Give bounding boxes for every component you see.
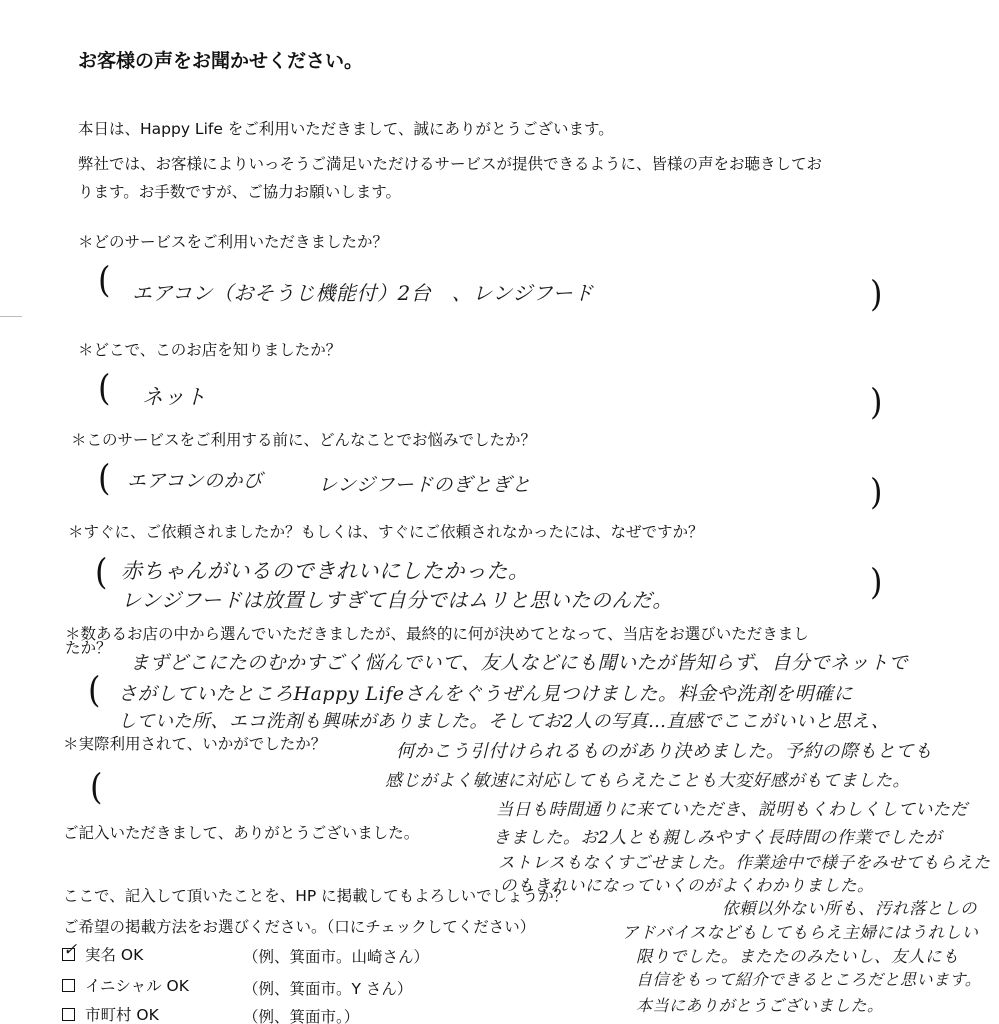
question-concern: ＊このサービスをご利用する前に、どんなことでお悩みでしたか？ [71,431,537,449]
option-real-name-example: （例、箕面市。山崎さん） [243,948,430,966]
answer-concern-2: レンジフードのぎとぎと [318,474,531,496]
thanks-message: ご記入いただきまして、ありがとうございました。 [63,824,420,842]
intro-line-2: 弊社では、お客様によりいっそうご満足いただけるサービスが提供できるように、皆様の声をお聴きしてお [78,155,823,173]
option-real-name[interactable] [62,940,144,964]
open-paren: ( [98,367,111,409]
option-city[interactable] [62,1008,159,1024]
open-paren: ( [95,551,108,593]
question-reason-cont: たか？ [65,639,112,657]
option-initial-label: イニシャル OK [85,977,189,995]
close-paren: ) [870,381,883,423]
publish-question-line-1: ここで、記入して頂いたことを、HP に掲載してもよろしいでしょうか？ [63,887,570,905]
checkbox-city[interactable] [62,1008,75,1021]
answer-concern-1: エアコンのかび [127,470,263,492]
answer-experience-1: 当日も時間通りに来ていただき、説明もくわしくしていただ [496,800,968,820]
checkbox-initial[interactable] [62,979,75,992]
option-city-example: （例、箕面市。） [243,1008,360,1024]
answer-reason-4: 何かこう引付けられるものがあり決めました。予約の際もとても [396,741,933,762]
answer-discovery: ネット [142,385,207,409]
open-paren: ( [98,457,111,499]
open-paren: ( [90,766,103,808]
answer-experience-8: 自信をもって紹介できるところだと思います。 [636,970,982,989]
close-paren: ) [870,561,883,603]
open-paren: ( [98,259,111,301]
answer-experience-9: 本当にありがとうございました。 [636,996,884,1015]
option-initial[interactable] [62,979,189,995]
option-real-name-label: 実名 OK [85,946,144,964]
question-experience: ＊実際利用されて、いかがでしたか？ [63,735,327,753]
checkbox-real-name[interactable] [62,940,78,961]
answer-experience-7: 限りでした。またたのみたいし、友人にも [636,947,959,966]
publish-question-line-2: ご希望の掲載方法をお選びください。（口にチェックしてください） [63,918,536,936]
answer-reason-3: していた所、エコ洗剤も興味がありました。そしてお2人の写真…直感でここがいいと思え、 [118,711,890,732]
answer-experience-3: ストレスもなくすごせました。作業途中で様子をみせてもらえた [498,853,991,872]
close-paren: ) [870,273,883,315]
question-reason: ＊数あるお店の中から選んでいただきましたが、最終的に何が決めてとなって、当店をお選びいただきまし [65,625,809,643]
open-paren: ( [88,669,101,711]
answer-experience-6: アドバイスなどもしてもらえ主婦にはうれしい [622,923,979,942]
answer-experience-4: のもきれいになっていくのがよくわかりました。 [500,876,874,895]
answer-service: エアコン（おそうじ機能付）2台 、レンジフード [132,281,594,305]
question-discovery: ＊どこで、このお店を知りましたか？ [78,341,342,359]
question-service: ＊どのサービスをご利用いただきましたか？ [78,233,389,251]
intro-line-1: 本日は、Happy Life をご利用いただきまして、誠にありがとうございます。 [78,120,614,138]
page-title: お客様の声をお聞かせください。 [78,50,364,72]
answer-reason-5: 感じがよく敏速に対応してもらえたことも大変好感がもてました。 [385,771,910,791]
answer-timing-1: 赤ちゃんがいるのできれいにしたかった。 [121,559,530,583]
scan-mark [0,316,22,317]
answer-reason-2: さがしていたところHappy Lifeさんをぐうぜん見つけました。料金や洗剤を明確に [118,683,853,705]
answer-experience-2: きました。お2人とも親しみやすく長時間の作業でしたが [493,828,942,848]
option-city-label: 市町村 OK [85,1006,159,1024]
intro-line-3: ります。お手数ですが、ご協力お願いします。 [78,183,402,201]
answer-experience-5: 依頼以外ない所も、汚れ落としの [722,899,977,918]
answer-reason-1: まずどこにたのむかすごく悩んでいて、友人などにも聞いたが皆知らず、自分でネットで [130,652,909,674]
question-timing: ＊すぐに、ご依頼されましたか？もしくは、すぐにご依頼されなかったには、なぜですか？ [68,523,704,541]
option-initial-example: （例、箕面市。Y さん） [243,980,413,998]
check-mark: ✓ [63,940,78,960]
answer-timing-2: レンジフードは放置しすぎて自分ではムリと思いたのんだ。 [121,588,673,612]
close-paren: ) [870,471,883,513]
